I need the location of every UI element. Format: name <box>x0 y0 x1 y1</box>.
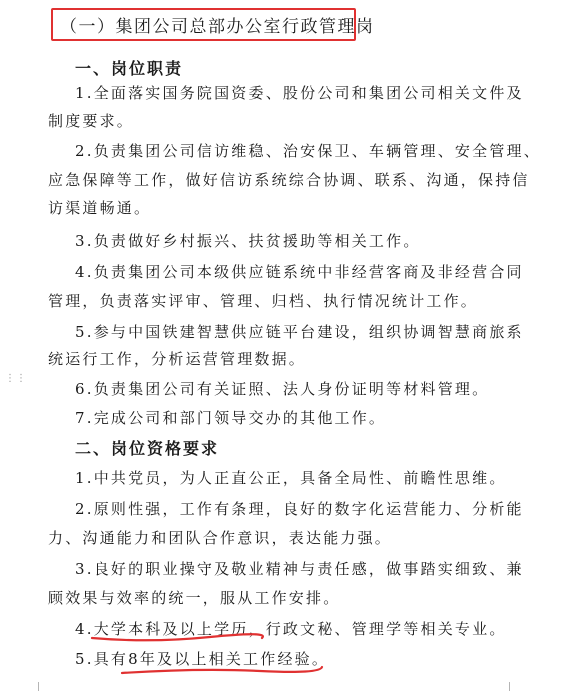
requirement-line: 5.具有8年及以上相关工作经验。 <box>75 650 330 668</box>
duty-line: 7.完成公司和部门领导交办的其他工作。 <box>75 409 387 427</box>
duty-line: 制度要求。 <box>48 112 135 130</box>
requirements-heading: 二、岗位资格要求 <box>75 439 220 458</box>
duty-line: 应急保障等工作，做好信访系统综合协调、联系、沟通，保持信 <box>48 171 530 189</box>
duties-heading: 一、岗位职责 <box>75 59 184 78</box>
requirement-line: 顾效果与效率的统一，服从工作安排。 <box>48 589 341 607</box>
duty-line: 访渠道畅通。 <box>48 199 152 217</box>
requirement-line: 力、沟通能力和团队合作意识，表达能力强。 <box>48 529 393 547</box>
duty-line: 管理，负责落实评审、管理、归档、执行情况统计工作。 <box>48 292 479 310</box>
page-corner-mark <box>509 682 520 691</box>
requirement-line: 3.良好的职业操守及敬业精神与责任感，做事踏实细致、兼 <box>75 560 524 578</box>
duty-line: 统运行工作，分析运营管理数据。 <box>48 350 307 368</box>
requirement-line: 1.中共党员，为人正直公正，具备全局性、前瞻性思维。 <box>75 469 507 487</box>
duty-line: 1.全面落实国务院国资委、股份公司和集团公司相关文件及 <box>75 84 524 102</box>
job-title: （一）集团公司总部办公室行政管理岗 <box>60 17 375 37</box>
page-corner-mark <box>28 682 39 691</box>
requirement-line: 4.大学本科及以上学历，行政文秘、管理学等相关专业。 <box>75 620 507 638</box>
duty-line: 2.负责集团公司信访维稳、治安保卫、车辆管理、安全管理、 <box>75 142 541 160</box>
requirement-line: 2.原则性强，工作有条理，良好的数字化运营能力、分析能 <box>75 500 524 518</box>
drag-handle-icon[interactable]: ⋮⋮ <box>5 373 27 384</box>
duty-line: 6.负责集团公司有关证照、法人身份证明等材料管理。 <box>75 380 490 398</box>
duty-line: 5.参与中国铁建智慧供应链平台建设，组织协调智慧商旅系 <box>75 323 524 341</box>
duty-line: 4.负责集团公司本级供应链系统中非经营客商及非经营合同 <box>75 263 524 281</box>
duty-line: 3.负责做好乡村振兴、扶贫援助等相关工作。 <box>75 232 421 250</box>
